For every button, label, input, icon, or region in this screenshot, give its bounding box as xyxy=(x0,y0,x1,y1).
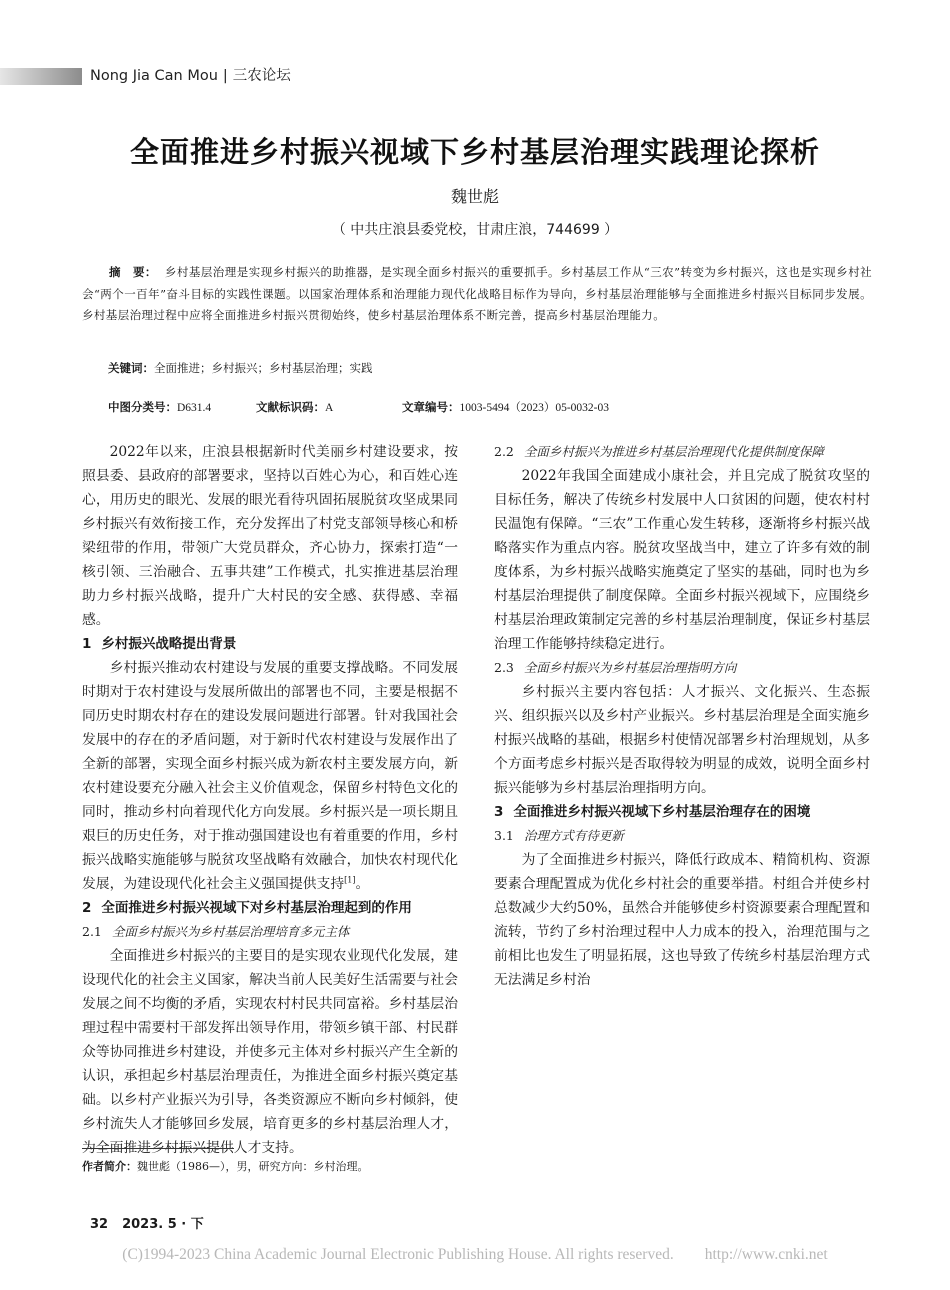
copyright-watermark: (C)1994-2023 China Academic Journal Electronic Publishing House. All rights reserved. http://www.cnki.net xyxy=(122,1246,828,1263)
section-1-paragraph xyxy=(82,656,458,896)
section-heading-3 xyxy=(494,800,870,824)
article-number xyxy=(402,399,609,415)
right-column xyxy=(494,440,870,992)
keywords-label: 关键词： xyxy=(108,361,154,375)
section-2-2-paragraph: 2022年我国全面建成小康社会，并且完成了脱贫攻坚的目标任务，解决了传统乡村发展中人口贫困的问题，使农村村民温饱有保障。“三农”工作重心发生转移，逐渐将乡村振兴战略落实作为重点内容。脱贫攻坚战当中，建立了许多有效的制度体系，为乡村振兴战略实施奠定了坚实的基础，同时也为乡村基层治理提供了制度保障。全面乡村振兴视域下，应围绕乡村基层治理政策制定完善的乡村基层治理制度，保证乡村基层治理工作能够持续稳定进行。 xyxy=(494,468,870,652)
running-header xyxy=(90,64,291,85)
author-affiliation: （ 中共庄浪县委党校，甘肃庄浪，744699 ） xyxy=(331,222,619,238)
paragraph-end: 。 xyxy=(355,876,370,892)
footnote-divider xyxy=(82,1148,234,1149)
subsection-title: 全面乡村振兴为乡村基层治理指明方向 xyxy=(523,660,737,675)
footnote-label: 作者简介： xyxy=(82,1160,137,1173)
abstract-label: 摘 要： xyxy=(109,265,157,279)
citation-ref: [1] xyxy=(344,875,356,885)
subsection-heading-2-3 xyxy=(494,656,870,680)
subsection-number: 3.1 xyxy=(494,828,514,843)
section-heading-2 xyxy=(82,896,458,920)
keywords-text: 全面推进；乡村振兴；乡村基层治理；实践 xyxy=(154,361,373,375)
author-footnote xyxy=(82,1158,369,1174)
page-footer xyxy=(90,1213,204,1232)
section-number: 3 xyxy=(494,804,504,820)
doc-code-value: A xyxy=(325,402,334,414)
keywords xyxy=(108,360,373,376)
journal-name-en: Nong Jia Can Mou xyxy=(90,68,218,84)
subsection-heading-2-1 xyxy=(82,920,458,944)
article-number-value: 1003-5494（2023）05-0032-03 xyxy=(459,402,609,414)
doc-code-label: 文献标识码： xyxy=(256,400,325,414)
subsection-title: 全面乡村振兴为乡村基层治理培育多元主体 xyxy=(111,924,350,939)
clc-number xyxy=(108,399,211,415)
footnote-text: 魏世彪（1986—），男，研究方向：乡村治理。 xyxy=(137,1160,369,1173)
page-number: 32 xyxy=(90,1217,109,1232)
section-title: 全面推进乡村振兴视域下对乡村基层治理起到的作用 xyxy=(101,900,412,916)
subsection-number: 2.1 xyxy=(82,924,102,939)
issue-label: 2023. 5 · 下 xyxy=(122,1217,204,1232)
section-number: 2 xyxy=(82,900,92,916)
section-title: 乡村振兴战略提出背景 xyxy=(101,636,237,652)
section-title: 全面推进乡村振兴视域下乡村基层治理存在的困境 xyxy=(513,804,811,820)
subsection-title: 全面乡村振兴为推进乡村基层治理现代化提供制度保障 xyxy=(523,444,824,459)
clc-label: 中图分类号： xyxy=(108,400,177,414)
clc-value: D631.4 xyxy=(177,402,212,414)
section-heading-1 xyxy=(82,632,458,656)
author-name: 魏世彪 xyxy=(450,187,499,206)
header-separator: | xyxy=(222,68,228,84)
document-code xyxy=(256,399,333,415)
abstract-text: 乡村基层治理是实现乡村振兴的助推器，是实现全面乡村振兴的重要抓手。乡村基层工作从“三农”转变为乡村振兴，这也是实现乡村社会“两个一百年”奋斗目标的实践性课题。以国家治理体系和治理能力现代化战略目标作为导向，乡村基层治理能够与全面推进乡村振兴目标同步发展。乡村基层治理过程中应将全面推进乡村振兴贯彻始终，使乡村基层治理体系不断完善，提高乡村基层治理能力。 xyxy=(82,265,872,322)
subsection-heading-2-2 xyxy=(494,440,870,464)
paragraph-text: 乡村振兴推动农村建设与发展的重要支撑战略。不同发展时期对于农村建设与发展所做出的部署也不同，主要是根据不同历史时期农村存在的建设发展问题进行部署。针对我国社会发展中的存在的矛盾问题，对于新时代农村建设与发展作出了全新的部署，实现全面乡村振兴成为新农村主要发展方向，新农村建设要充分融入社会主义价值观念，保留乡村特色文化的同时，推动乡村向着现代化方向发展。乡村振兴是一项长期且艰巨的历史任务，对于推动强国建设也有着重要的作用，乡村振兴战略实施能够与脱贫攻坚战略有效融合，加快农村现代化发展，为建设现代化社会主义强国提供支持 xyxy=(82,660,458,892)
subsection-heading-3-1 xyxy=(494,824,870,848)
subsection-title: 治理方式有待更新 xyxy=(523,828,624,843)
article-title: 全面推进乡村振兴视域下乡村基层治理实践理论探析 xyxy=(129,135,820,169)
article-number-label: 文章编号： xyxy=(402,400,460,414)
abstract xyxy=(82,262,872,327)
journal-column-cn: 三农论坛 xyxy=(232,68,291,84)
section-2-3-paragraph: 乡村振兴主要内容包括：人才振兴、文化振兴、生态振兴、组织振兴以及乡村产业振兴。乡村基层治理是全面实施乡村振兴战略的基础，根据乡村使情况部署乡村治理规划，从多个方面考虑乡村振兴是否取得较为明显的成效，说明全面乡村振兴能够为乡村基层治理指明方向。 xyxy=(494,684,870,796)
section-2-1-paragraph: 全面推进乡村振兴的主要目的是实现农业现代化发展，建设现代化的社会主义国家，解决当前人民美好生活需要与社会发展之间不均衡的矛盾，实现农村村民共同富裕。乡村基层治理过程中需要村干部发挥出领导作用，带领乡镇干部、村民群众等协同推进乡村建设，并使多元主体对乡村振兴产生全新的认识，承担起乡村基层治理责任，为推进全面乡村振兴奠定基础。以乡村产业振兴为引导，各类资源应不断向乡村倾斜，使乡村流失人才能够回乡发展，培育更多的乡村基层治理人才，为全面推进乡村振兴提供人才支持。 xyxy=(82,948,458,1156)
subsection-number: 2.3 xyxy=(494,660,514,675)
subsection-number: 2.2 xyxy=(494,444,514,459)
intro-paragraph: 2022年以来，庄浪县根据新时代美丽乡村建设要求，按照县委、县政府的部署要求，坚持以百姓心为心，和百姓心连心，用历史的眼光、发展的眼光看待巩固拓展脱贫攻坚成果同乡村振兴有效衔接工作，充分发挥出了村党支部领导核心和桥梁纽带的作用，带领广大党员群众，齐心协力，探索打造“一核引领、三治融合、五事共建”工作模式，扎实推进基层治理助力乡村振兴战略，提升广大村民的安全感、获得感、幸福感。 xyxy=(82,444,458,628)
section-number: 1 xyxy=(82,636,92,652)
header-decor-bar xyxy=(0,68,82,85)
left-column xyxy=(82,440,458,1160)
section-3-1-paragraph: 为了全面推进乡村振兴，降低行政成本、精简机构、资源要素合理配置成为优化乡村社会的重要举措。村组合并使乡村总数减少大约50%，虽然合并能够使乡村资源要素合理配置和流转，节约了乡村治理过程中人力成本的投入，治理范围与之前相比也发生了明显拓展，这也导致了传统乡村基层治理方式无法满足乡村治 xyxy=(494,852,870,988)
